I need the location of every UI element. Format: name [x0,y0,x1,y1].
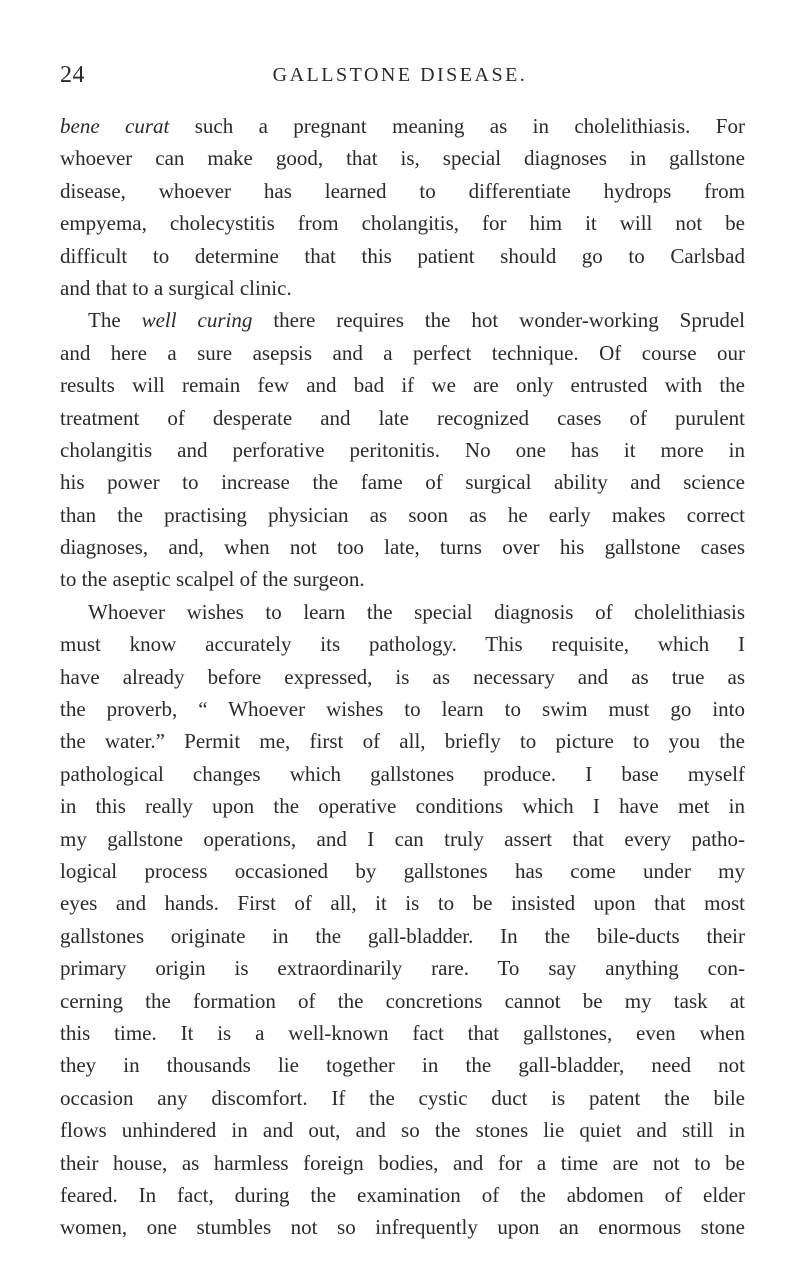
text-line [60,434,745,466]
text-run: such a pregnant meaning as in cholelithiasis. For [169,114,745,138]
text-run: there requires the hot wonder-working Sprudel [252,308,745,333]
text-run: pathological changes which gallstones produce. I base myself [60,761,745,786]
text-run: the water.” Permit me, first of all, briefly to picture to you the [60,729,745,754]
text-run: cholangitis and perforative peritonitis. No one has it more in [60,437,745,462]
text-line [60,1179,745,1211]
italic-phrase: well curing [141,308,253,333]
text-run: primary origin is extraordinarily rare. To say anything con- [60,956,745,981]
text-line [60,661,745,693]
text-run: women, one stumbles not so infrequently upon an enormous stone [60,1215,745,1240]
text-run: in this really upon the operative conditions which I have met in [60,794,745,819]
text-line [60,1082,745,1114]
text-line [60,563,745,595]
text-line [60,693,745,725]
text-run: cerning the formation of the concretions cannot be my task at [60,988,745,1013]
text-run: and here a sure asepsis and a perfect technique. Of course our [60,340,745,365]
text-line [60,1049,745,1081]
text-line [60,240,745,272]
text-run: to the aseptic scalpel of the surgeon. [60,567,365,592]
text-line [60,1211,745,1243]
text-line [60,725,745,757]
text-line [60,887,745,919]
text-line [60,304,745,336]
text-line [60,110,745,142]
text-line [60,466,745,498]
text-line [60,207,745,239]
text-run: his power to increase the fame of surgical ability and science [60,470,745,495]
text-line [60,1114,745,1146]
running-head: GALLSTONE DISEASE. [272,64,528,86]
text-line [60,855,745,887]
text-run: occasion any discomfort. If the cystic duct is patent the bile [60,1085,745,1110]
page-number: 24 [60,62,85,88]
text-line [60,1147,745,1179]
page-header [0,62,800,92]
text-run: Whoever wishes to learn the special diagnosis of cholelithiasis [88,599,745,624]
text-run: whoever can make good, that is, special diagnoses in gallstone [60,146,745,171]
text-line [60,758,745,790]
text-run: treatment of desperate and late recognized cases of purulent [60,405,745,430]
text-line [60,1017,745,1049]
text-run: empyema, cholecystitis from cholangitis, for him it will not be [60,211,745,236]
text-run: logical process occasioned by gallstones has come under my [60,858,745,883]
body-text [60,110,745,1244]
text-line [60,175,745,207]
text-line [60,531,745,563]
text-line [60,920,745,952]
text-run: my gallstone operations, and I can truly assert that every patho- [60,826,745,851]
text-run: diagnoses, and, when not too late, turns over his gallstone cases [60,535,745,560]
text-run: eyes and hands. First of all, it is to be insisted upon that most [60,891,745,916]
text-run: The [88,308,142,333]
text-run: they in thousands lie together in the gall-bladder, need not [60,1053,745,1078]
text-line [60,823,745,855]
text-run: difficult to determine that this patient should go to Carlsbad [60,243,745,268]
text-run: have already before expressed, is as necessary and as true as [60,664,745,689]
text-run: than the practising physician as soon as he early makes correct [60,502,745,527]
text-line [60,402,745,434]
text-run: flows unhindered in and out, and so the stones lie quiet and still in [60,1118,745,1143]
text-line [60,499,745,531]
text-run: this time. It is a well-known fact that gallstones, even when [60,1020,745,1045]
text-run: the proverb, “ Whoever wishes to learn to swim must go into [60,697,745,722]
text-line [60,272,745,304]
text-run: feared. In fact, during the examination of the abdomen of elder [60,1182,745,1207]
text-line [60,369,745,401]
text-line [60,628,745,660]
text-line [60,790,745,822]
text-run: gallstones originate in the gall-bladder. In the bile-ducts their [60,923,745,948]
text-line [60,985,745,1017]
text-run: results will remain few and bad if we are only entrusted with the [60,373,745,398]
italic-phrase: bene curat [60,114,170,138]
text-run: their house, as harmless foreign bodies, and for a time are not to be [60,1150,745,1175]
text-line [60,596,745,628]
text-line [60,952,745,984]
text-run: disease, whoever has learned to differentiate hydrops from [60,178,745,203]
text-line [60,337,745,369]
text-run: and that to a surgical clinic. [60,275,292,300]
text-line [60,142,745,174]
text-run: must know accurately its pathology. This requisite, which I [60,632,745,657]
